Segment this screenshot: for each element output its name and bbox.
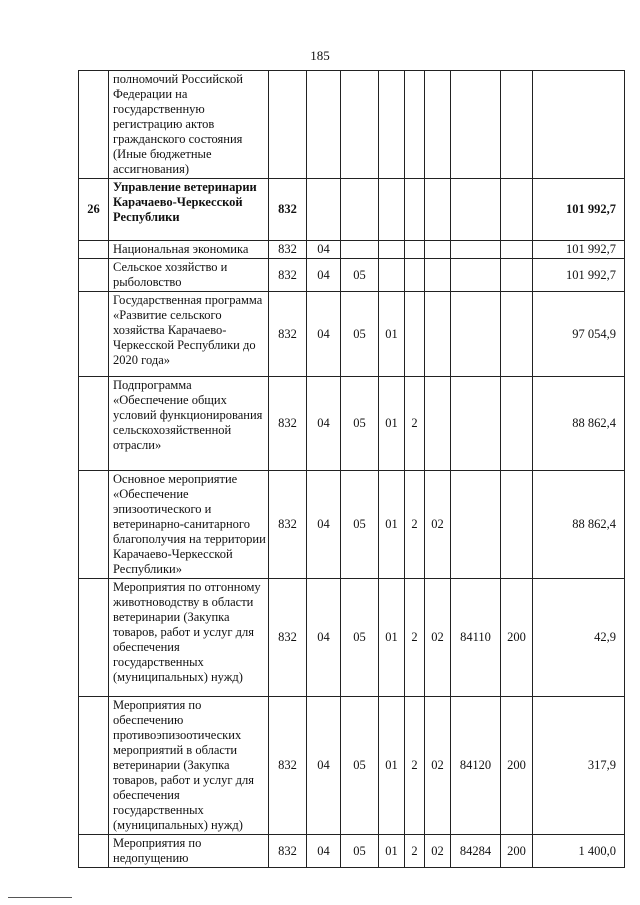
subsection-code-cell: 05: [341, 835, 379, 868]
expense-type-cell: 200: [501, 697, 533, 835]
row-number-cell: [79, 579, 109, 697]
subsection-code-cell: [341, 179, 379, 241]
subprogram-code-cell: 2: [405, 697, 425, 835]
section-code-cell: 04: [307, 377, 341, 471]
department-code-cell: 832: [269, 697, 307, 835]
activity-code-cell: [425, 259, 451, 292]
row-number-cell: [79, 835, 109, 868]
table-row: [79, 377, 625, 471]
activity-code-cell: 02: [425, 579, 451, 697]
subprogram-code-cell: [405, 179, 425, 241]
subsection-code-cell: 05: [341, 697, 379, 835]
direction-code-cell: [451, 377, 501, 471]
table-body: [79, 71, 625, 868]
subsection-code-cell: 05: [341, 377, 379, 471]
activity-code-cell: [425, 292, 451, 377]
subprogram-code-cell: 2: [405, 471, 425, 579]
row-number-cell: [79, 241, 109, 259]
subprogram-code-cell: [405, 241, 425, 259]
subsection-code-cell: [341, 71, 379, 179]
section-code-cell: 04: [307, 292, 341, 377]
row-name-cell: Государственная программа «Развитие сельского хозяйства Карачаево-Черкесской Республики до 2020 года»: [109, 292, 269, 377]
amount-cell: 101 992,7: [533, 259, 625, 292]
expense-type-cell: [501, 241, 533, 259]
table-row: [79, 179, 625, 241]
subsection-code-cell: 05: [341, 259, 379, 292]
department-code-cell: [269, 71, 307, 179]
expense-type-cell: [501, 471, 533, 579]
activity-code-cell: [425, 241, 451, 259]
department-code-cell: 832: [269, 241, 307, 259]
page-number: 185: [310, 48, 330, 63]
direction-code-cell: [451, 292, 501, 377]
department-code-cell: 832: [269, 377, 307, 471]
program-code-cell: 01: [379, 579, 405, 697]
program-code-cell: 01: [379, 377, 405, 471]
direction-code-cell: 84120: [451, 697, 501, 835]
amount-cell: [533, 71, 625, 179]
table-row: [79, 241, 625, 259]
subprogram-code-cell: 2: [405, 377, 425, 471]
program-code-cell: 01: [379, 835, 405, 868]
table-row: [79, 579, 625, 697]
program-code-cell: 01: [379, 697, 405, 835]
amount-cell: 101 992,7: [533, 179, 625, 241]
program-code-cell: [379, 71, 405, 179]
section-code-cell: [307, 179, 341, 241]
section-code-cell: 04: [307, 259, 341, 292]
amount-cell: 101 992,7: [533, 241, 625, 259]
subsection-code-cell: 05: [341, 471, 379, 579]
subsection-code-cell: [341, 241, 379, 259]
expense-type-cell: [501, 377, 533, 471]
section-code-cell: 04: [307, 241, 341, 259]
row-name-cell: Национальная экономика: [109, 241, 269, 259]
section-code-cell: 04: [307, 579, 341, 697]
program-code-cell: [379, 241, 405, 259]
activity-code-cell: [425, 377, 451, 471]
table-row: [79, 835, 625, 868]
expense-type-cell: 200: [501, 579, 533, 697]
row-number-cell: [79, 377, 109, 471]
table-row: [79, 71, 625, 179]
department-code-cell: 832: [269, 259, 307, 292]
row-name-cell: полномочий Российской Федерации на государственную регистрацию актов гражданского состояния (Иные бюджетные ассигнования): [109, 71, 269, 179]
row-name-cell: Мероприятия по обеспечению противоэпизоотических мероприятий в области ветеринарии (Закупка товаров, работ и услуг для обеспечения государственных (муниципальных) нужд): [109, 697, 269, 835]
bottom-divider: [8, 897, 72, 898]
amount-cell: 88 862,4: [533, 377, 625, 471]
expense-type-cell: [501, 71, 533, 179]
expense-type-cell: [501, 292, 533, 377]
row-number-cell: [79, 697, 109, 835]
activity-code-cell: 02: [425, 697, 451, 835]
direction-code-cell: [451, 179, 501, 241]
row-name-cell: Мероприятия по отгонному животноводству в области ветеринарии (Закупка товаров, работ и услуг для обеспечения государственных (муниципальных) нужд): [109, 579, 269, 697]
budget-table: [78, 70, 625, 868]
amount-cell: 42,9: [533, 579, 625, 697]
row-name-cell: Подпрограмма «Обеспечение общих условий функционирования сельскохозяйственной отрасли»: [109, 377, 269, 471]
department-code-cell: 832: [269, 835, 307, 868]
section-code-cell: 04: [307, 697, 341, 835]
direction-code-cell: [451, 71, 501, 179]
department-code-cell: 832: [269, 471, 307, 579]
program-code-cell: 01: [379, 292, 405, 377]
amount-cell: 97 054,9: [533, 292, 625, 377]
row-number-cell: [79, 292, 109, 377]
department-code-cell: 832: [269, 179, 307, 241]
program-code-cell: [379, 179, 405, 241]
direction-code-cell: [451, 471, 501, 579]
subsection-code-cell: 05: [341, 292, 379, 377]
amount-cell: 317,9: [533, 697, 625, 835]
amount-cell: 88 862,4: [533, 471, 625, 579]
direction-code-cell: 84110: [451, 579, 501, 697]
section-code-cell: [307, 71, 341, 179]
row-name-cell: Мероприятия по недопущению: [109, 835, 269, 868]
direction-code-cell: [451, 241, 501, 259]
table-row: [79, 471, 625, 579]
department-code-cell: 832: [269, 292, 307, 377]
table-row: [79, 697, 625, 835]
section-code-cell: 04: [307, 835, 341, 868]
program-code-cell: [379, 259, 405, 292]
subprogram-code-cell: [405, 259, 425, 292]
table-row: [79, 292, 625, 377]
subsection-code-cell: 05: [341, 579, 379, 697]
row-number-cell: 26: [79, 179, 109, 241]
expense-type-cell: [501, 259, 533, 292]
row-name-cell: Сельское хозяйство и рыболовство: [109, 259, 269, 292]
direction-code-cell: 84284: [451, 835, 501, 868]
row-name-cell: Основное мероприятие «Обеспечение эпизоотического и ветеринарно-санитарного благополучия на территории Карачаево-Черкесской Республики»: [109, 471, 269, 579]
subprogram-code-cell: [405, 71, 425, 179]
row-number-cell: [79, 259, 109, 292]
direction-code-cell: [451, 259, 501, 292]
subprogram-code-cell: [405, 292, 425, 377]
row-name-cell: Управление ветеринарии Карачаево-Черкесской Республики: [109, 179, 269, 241]
section-code-cell: 04: [307, 471, 341, 579]
subprogram-code-cell: 2: [405, 835, 425, 868]
expense-type-cell: [501, 179, 533, 241]
expense-type-cell: 200: [501, 835, 533, 868]
amount-cell: 1 400,0: [533, 835, 625, 868]
program-code-cell: 01: [379, 471, 405, 579]
row-number-cell: [79, 471, 109, 579]
activity-code-cell: [425, 179, 451, 241]
table-row: [79, 259, 625, 292]
activity-code-cell: [425, 71, 451, 179]
row-number-cell: [79, 71, 109, 179]
department-code-cell: 832: [269, 579, 307, 697]
activity-code-cell: 02: [425, 835, 451, 868]
subprogram-code-cell: 2: [405, 579, 425, 697]
activity-code-cell: 02: [425, 471, 451, 579]
